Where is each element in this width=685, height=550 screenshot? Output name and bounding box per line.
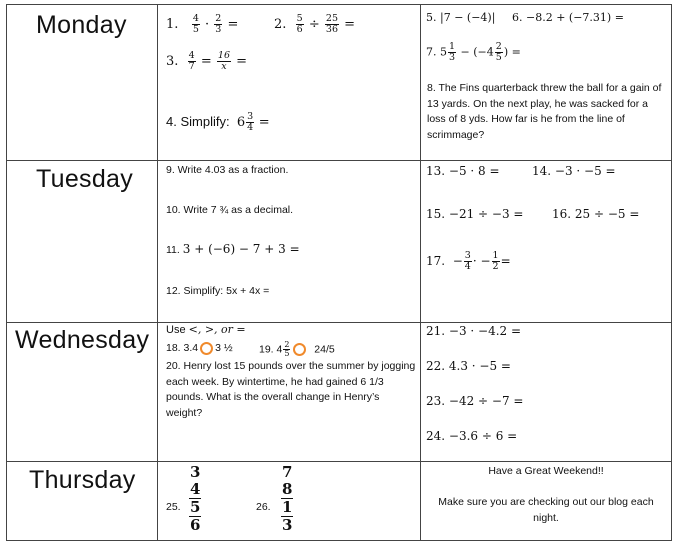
grid-left — [6, 4, 7, 541]
q4-whole: 6 — [236, 114, 246, 130]
question-9: 9. Write 4.03 as a fraction. — [166, 164, 289, 176]
question-3: 3. $\frac{4}{7}$ = $\frac{16}{x}$ = — [166, 50, 248, 72]
question-14: 14. −3 · −5 = — [532, 164, 616, 178]
grid-row2 — [6, 322, 672, 323]
question-24: 24. −3.6 ÷ 6 = — [426, 429, 518, 443]
q17-fraction-b: $\frac{1}{2}$ — [492, 250, 499, 272]
q18-answer-circle[interactable] — [200, 342, 213, 355]
question-12: 12. Simplify: 5x + 4x = — [166, 285, 270, 297]
q3-number: 3. — [166, 54, 179, 69]
question-23: 23. −42 ÷ −7 = — [426, 394, 524, 408]
question-7: 7. 5 $\frac{1}{3}$ − (−4 $\frac{2}{5}$ ) = — [426, 41, 521, 63]
q1-number: 1. — [166, 17, 179, 32]
question-19: 19. 4 $\frac{2}{5}$ 24/5 — [259, 340, 335, 358]
day-tuesday: Tuesday — [36, 165, 134, 193]
question-16: 16. 25 ÷ −5 = — [552, 207, 640, 221]
grid-col2 — [420, 4, 421, 541]
q1-fraction-a: $\frac{4}{5}$ — [192, 13, 199, 35]
worksheet-table: Monday Tuesday Wednesday Thursday 1. $\frac{4}{5}$ · $\frac{2}{3}$ = 2. $\frac{5}{6}$ ÷ $\frac{25}{36}$ = 3. $\frac{4}{7}$ = $\frac{16}{x}$ = 4. Simplify: 6 $\frac{3}{4}$ = 5. |7 − (−4)| 6. −8.2 + (−7.31) = 7. 5 $\frac{1}{3}$ − (−4 $\frac{2}{5}$ ) = 8. The Fins quarterback threw the ball for a gain of 13 yards. On the next play, he was sacked for a loss of 8 yds. How far is he from the line of scrimmage? 9. Write 4.03 as a fraction. 10. Write 7 ¾ as a decimal. 11. 3 + (−6) − 7 + 3 = 12. Simplify: 5x + 4x = 13. −5 · 8 = 14. −3 · −5 = 15. −21 ÷ −3 = 16. 25 ÷ −5 = 17. − $\frac{3}{4}$ · − $\frac{1}{2}$ = Use <, >, or = 18. 3.4 3 ½ 19. 4 $\frac{2}{5}$ 24/5 20. Henry lost 15 pounds over the summer by jogging each week. By wintertime, he had gained 6 1/3 pounds. What is the overall change in Henry’s weight? 21. −3 · −4.2 = 22. 4.3 · −5 = 23. −42 ÷ −7 = 24. −3.6 ÷ 6 = 25. 3 4 5 6 26. 7 8 1 3 Have a Great Weekend!! Make sure you are checking out our blog each night. — [6, 4, 672, 541]
weekend-message: Have a Great Weekend!! — [488, 465, 604, 477]
question-2: 2. $\frac{5}{6}$ ÷ $\frac{25}{36}$ = — [274, 13, 356, 35]
q3-fraction-b: $\frac{16}{x}$ — [217, 50, 230, 72]
q4-fraction: $\frac{3}{4}$ — [247, 111, 254, 133]
q2-fraction-a: $\frac{5}{6}$ — [296, 13, 303, 35]
grid-bottom — [6, 540, 672, 541]
q1-fraction-b: $\frac{2}{3}$ — [215, 13, 222, 35]
question-13: 13. −5 · 8 = — [426, 164, 500, 178]
grid-row3 — [6, 461, 672, 462]
question-15: 15. −21 ÷ −3 = — [426, 207, 524, 221]
q7-fraction-b: $\frac{2}{5}$ — [495, 41, 502, 63]
q11-expression: 3 + (−6) − 7 + 3 = — [182, 242, 300, 256]
q26-complex-fraction: 7 8 1 3 — [282, 463, 293, 534]
question-22: 22. 4.3 · −5 = — [426, 359, 511, 373]
question-5: 5. |7 − (−4)| — [426, 11, 496, 24]
question-18: 18. 3.4 3 ½ — [166, 342, 233, 354]
question-10: 10. Write 7 ¾ as a decimal. — [166, 204, 294, 216]
grid-row1 — [6, 160, 672, 161]
q19-fraction: $\frac{2}{5}$ — [284, 340, 290, 358]
day-monday: Monday — [36, 11, 127, 39]
grid-right — [671, 4, 672, 541]
day-thursday: Thursday — [29, 466, 136, 494]
q2-number: 2. — [274, 17, 287, 32]
q17-fraction-a: $\frac{3}{4}$ — [464, 250, 471, 272]
question-1: 1. $\frac{4}{5}$ · $\frac{2}{3}$ = — [166, 13, 239, 35]
comparison-symbols: <, >, or = — [188, 323, 246, 336]
use-instruction: Use <, >, or = — [166, 323, 246, 336]
question-4: 4. Simplify: 6 $\frac{3}{4}$ = — [166, 111, 270, 133]
question-17: 17. − $\frac{3}{4}$ · − $\frac{1}{2}$ = — [426, 250, 511, 272]
question-11: 11. 3 + (−6) − 7 + 3 = — [166, 242, 300, 256]
grid-col1 — [157, 4, 158, 541]
q19-answer-circle[interactable] — [293, 343, 306, 356]
question-20: 20. Henry lost 15 pounds over the summer by jogging each week. By wintertime, he had gained 6 1/3 pounds. What is the overall change in Henry’s weight? — [166, 360, 416, 419]
question-21: 21. −3 · −4.2 = — [426, 324, 522, 338]
q3-fraction-a: $\frac{4}{7}$ — [188, 50, 195, 72]
grid-top — [6, 4, 672, 5]
question-8: 8. The Fins quarterback threw the ball for a gain of 13 yards. On the next play, he was sacked for a loss of 8 yds. How far is he from the line of scrimmage? — [427, 82, 662, 141]
question-6: 6. −8.2 + (−7.31) = — [512, 11, 624, 24]
blog-reminder: Make sure you are checking out our blog each night. — [438, 496, 654, 524]
day-wednesday: Wednesday — [15, 326, 150, 354]
q2-fraction-b: $\frac{25}{36}$ — [325, 13, 338, 35]
q4-label: 4. Simplify: — [166, 113, 230, 129]
q25-complex-fraction: 3 4 5 6 — [190, 463, 201, 534]
q7-fraction-a: $\frac{1}{3}$ — [449, 41, 456, 63]
